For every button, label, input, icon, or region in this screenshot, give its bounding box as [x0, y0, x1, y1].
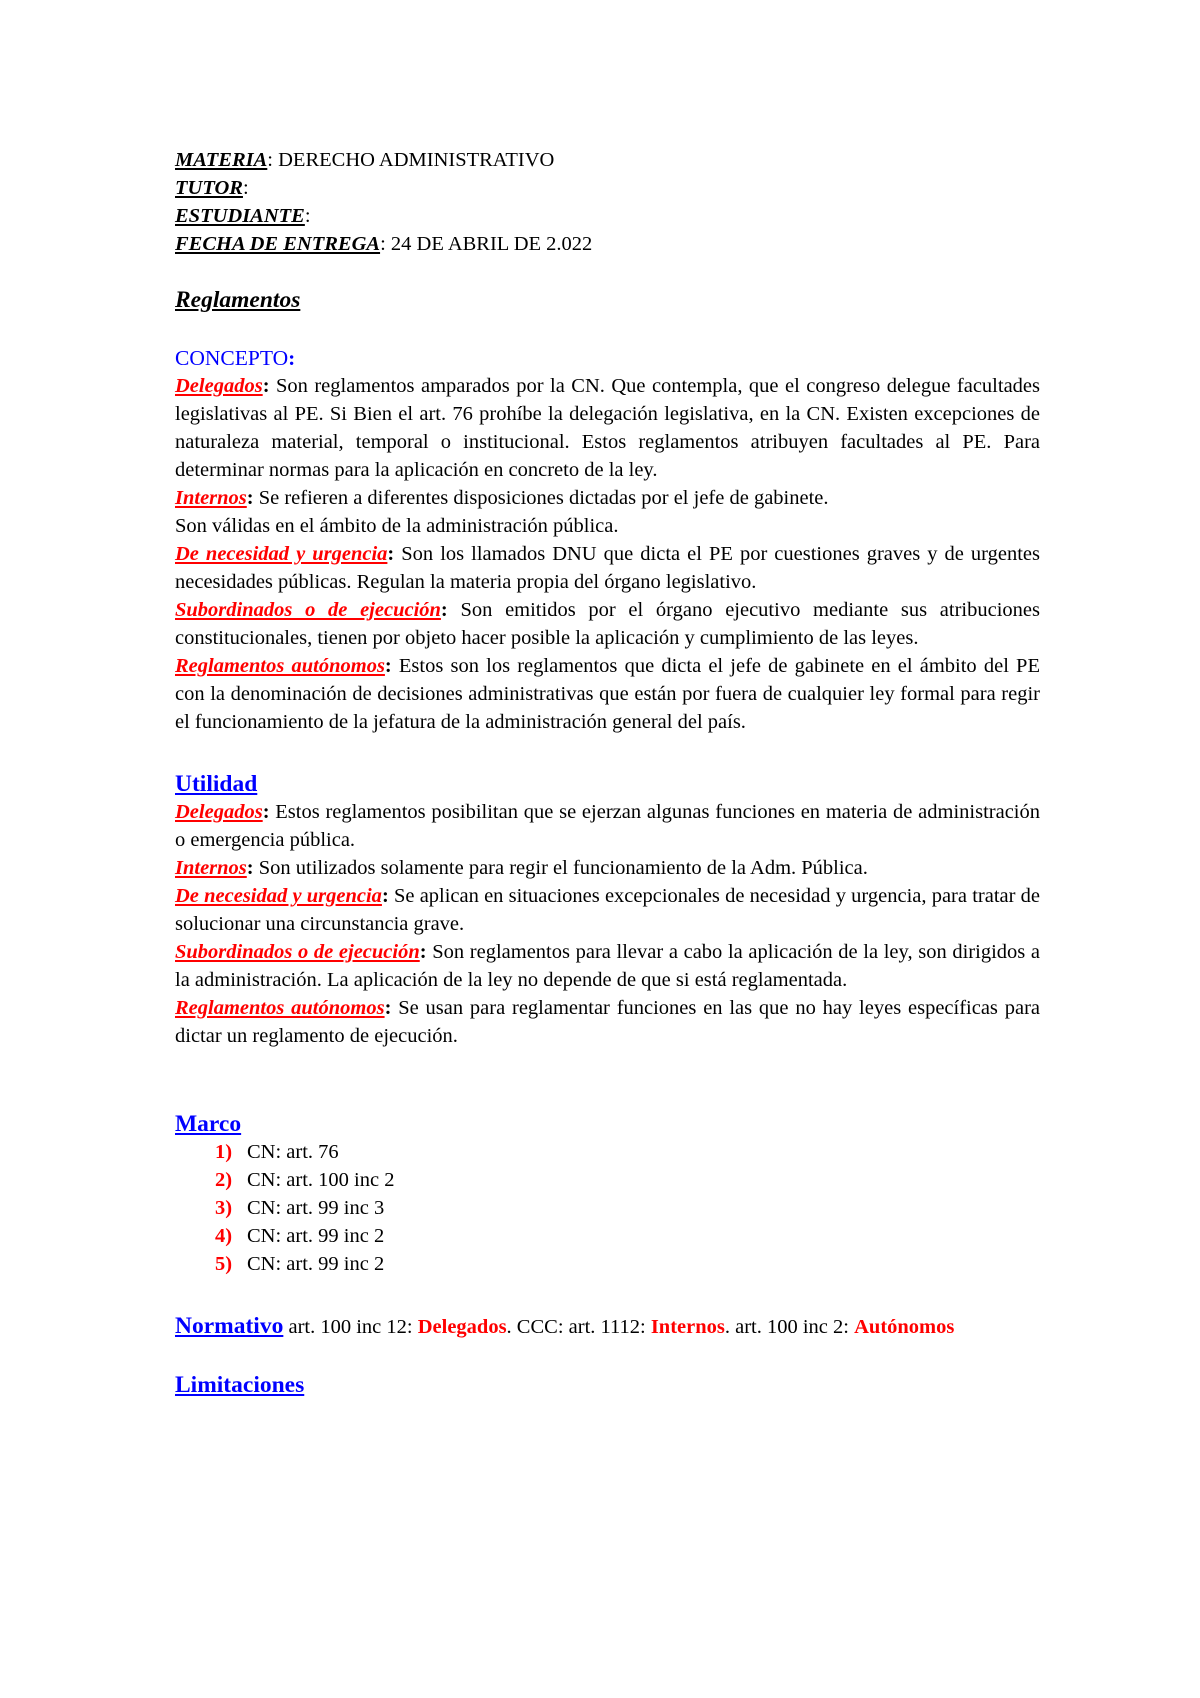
concepto-item-colon: : [262, 375, 270, 397]
list-item [215, 1166, 1040, 1194]
list-item [215, 1194, 1040, 1222]
header-estudiante [175, 202, 1040, 230]
utilidad-item-text: Se usan para reglamentar funciones en las que no hay leyes específicas para dictar un reglamento de ejecución. [175, 997, 1040, 1047]
concepto-colon: : [288, 346, 296, 370]
utilidad-item-internos [175, 854, 1040, 882]
header-tutor [175, 174, 1040, 202]
concepto-item-colon: : [440, 599, 448, 621]
normativo-internos: Internos [650, 1316, 725, 1338]
utilidad-item-label: De necesidad y urgencia [175, 885, 382, 907]
tutor-value: : [242, 177, 249, 199]
list-item-text: CN: art. 99 inc 2 [247, 1225, 385, 1247]
estudiante-value: : [304, 205, 311, 227]
document-title: Reglamentos [175, 287, 301, 313]
concepto-item-label: Internos [175, 487, 247, 509]
concepto-item-label: Subordinados o de ejecución [175, 599, 441, 621]
list-item-number: 4) [215, 1225, 233, 1247]
list-item-text: CN: art. 76 [247, 1141, 339, 1163]
concepto-item-text: Son los llamados DNU que dicta el PE por cuestiones graves y de urgentes necesidades públicas. Regulan la materia propia del órgano legislativo. [175, 543, 1041, 593]
concepto-item-text: Estos son los reglamentos que dicta el jefe de gabinete en el ámbito del PE con la denominación de decisiones administrativas que están por fuera de cualquier ley formal para regir el funcionamiento de la jefatura de la administración general del país. [175, 655, 1040, 733]
marco-heading: Marco [175, 1111, 242, 1137]
utilidad-item-colon: : [384, 997, 392, 1019]
list-item-text: CN: art. 99 inc 3 [247, 1197, 385, 1219]
normativo-text-2: . CCC: art. 1112: [506, 1316, 651, 1338]
utilidad-item-colon: : [246, 857, 254, 879]
concepto-item-label: Delegados [175, 375, 263, 397]
concepto-item-delegados [175, 372, 1040, 484]
utilidad-item-delegados [175, 798, 1040, 854]
fecha-label: FECHA DE ENTREGA [175, 233, 381, 255]
concepto-item-label: De necesidad y urgencia [175, 543, 388, 565]
materia-label: MATERIA [175, 149, 268, 171]
list-item-text: CN: art. 99 inc 2 [247, 1253, 385, 1275]
utilidad-item-dnu [175, 882, 1040, 938]
document-content [175, 146, 1040, 1399]
fecha-value: : 24 DE ABRIL DE 2.022 [380, 233, 593, 255]
utilidad-item-autonomos [175, 994, 1040, 1050]
normativo-text-3: . art. 100 inc 2: [724, 1316, 855, 1338]
utilidad-item-text: Son utilizados solamente para regir el funcionamiento de la Adm. Pública. [253, 857, 868, 879]
concepto-item-internos [175, 484, 1040, 512]
header-block [175, 146, 1040, 258]
utilidad-item-colon: : [381, 885, 389, 907]
marco-list [175, 1138, 1040, 1278]
concepto-heading [175, 344, 1040, 372]
estudiante-label: ESTUDIANTE [175, 205, 305, 227]
normativo-text-1: art. 100 inc 12: [283, 1316, 418, 1338]
utilidad-item-label: Reglamentos autónomos [175, 997, 385, 1019]
concepto-label: CONCEPTO [175, 346, 289, 370]
list-item-number: 2) [215, 1169, 233, 1191]
tutor-label: TUTOR [175, 177, 243, 199]
list-item [215, 1222, 1040, 1250]
list-item [215, 1250, 1040, 1278]
limitaciones-heading: Limitaciones [175, 1372, 305, 1398]
concepto-item-text: Se refieren a diferentes disposiciones dictadas por el jefe de gabinete. [253, 487, 829, 509]
utilidad-item-text: Se aplican en situaciones excepcionales de necesidad y urgencia, para tratar de solucionar una circunstancia grave. [175, 885, 1040, 935]
concepto-item-text: Son reglamentos amparados por la CN. Que contempla, que el congreso delegue facultades legislativas al PE. Si Bien el art. 76 prohíbe la delegación legislativa, en la CN. Existen excepciones de naturaleza material, temporal o institucional. Estos reglamentos atribuyen facultades al PE. Para determinar normas para la aplicación en concreto de la ley. [175, 375, 1040, 481]
utilidad-heading: Utilidad [175, 771, 258, 797]
utilidad-item-label: Delegados [175, 801, 263, 823]
concepto-item-label: Reglamentos autónomos [175, 655, 385, 677]
utilidad-item-label: Internos [175, 857, 247, 879]
utilidad-item-colon: : [262, 801, 270, 823]
concepto-item-autonomos [175, 652, 1040, 736]
concepto-item-colon: : [387, 543, 395, 565]
normativo-heading: Normativo [175, 1313, 284, 1339]
concepto-item-dnu [175, 540, 1040, 596]
list-item-number: 3) [215, 1197, 233, 1219]
utilidad-item-text: Estos reglamentos posibilitan que se ejerzan algunas funciones en materia de administración o emergencia pública. [175, 801, 1040, 851]
list-item-number: 1) [215, 1141, 233, 1163]
concepto-item-subordinados [175, 596, 1040, 652]
concepto-item-internos-cont: Son válidas en el ámbito de la administración pública. [175, 515, 619, 537]
normativo-autonomos: Autónomos [854, 1316, 955, 1338]
concepto-item-text: Son emitidos por el órgano ejecutivo mediante sus atribuciones constitucionales, tienen por objeto hacer posible la aplicación y cumplimiento de las leyes. [175, 599, 1040, 649]
normativo-delegados: Delegados [417, 1316, 507, 1338]
header-fecha [175, 230, 1040, 258]
utilidad-item-text: Son reglamentos para llevar a cabo la aplicación de la ley, son dirigidos a la administración. La aplicación de la ley no depende de que si está reglamentada. [175, 941, 1040, 991]
normativo-paragraph [175, 1312, 1040, 1341]
list-item-text: CN: art. 100 inc 2 [247, 1169, 395, 1191]
concepto-item-colon: : [384, 655, 392, 677]
utilidad-item-subordinados [175, 938, 1040, 994]
header-materia [175, 146, 1040, 174]
list-item-number: 5) [215, 1253, 233, 1275]
list-item [215, 1138, 1040, 1166]
concepto-item-colon: : [246, 487, 254, 509]
utilidad-item-colon: : [419, 941, 427, 963]
utilidad-item-label: Subordinados o de ejecución [175, 941, 420, 963]
materia-value: : DERECHO ADMINISTRATIVO [267, 149, 555, 171]
